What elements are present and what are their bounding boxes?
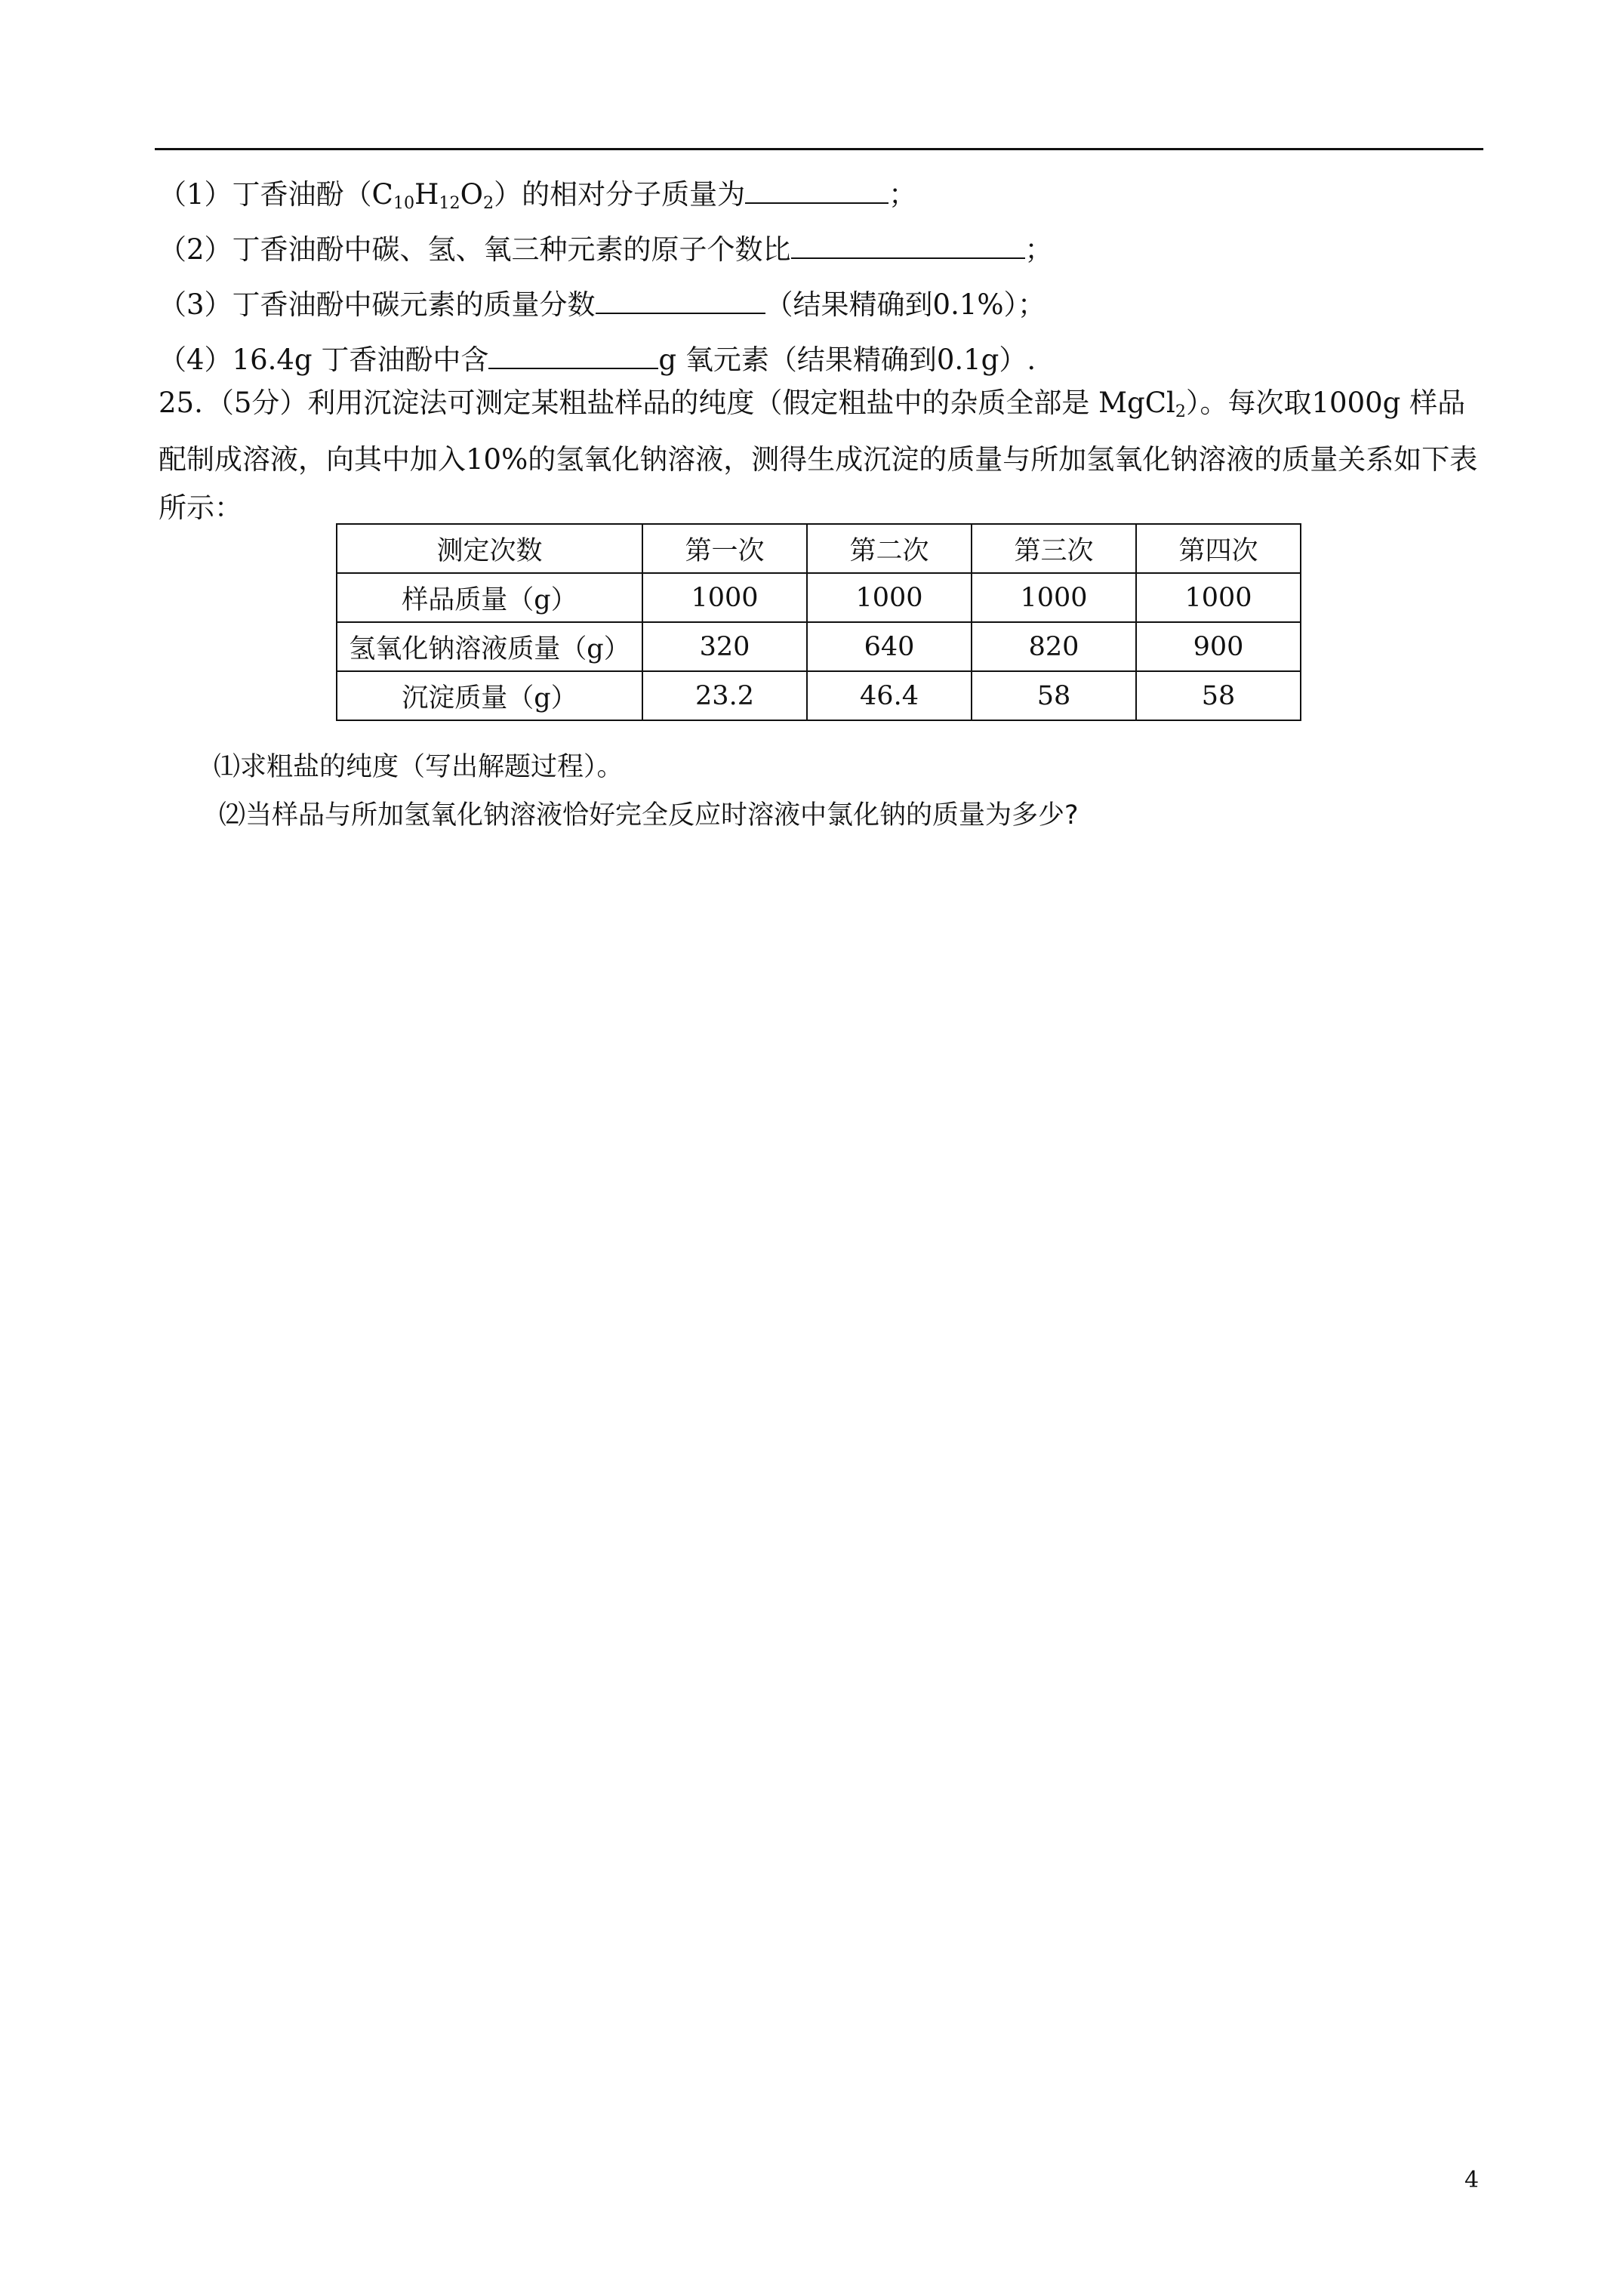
item-3: （3）丁香油酚中碳元素的质量分数 （结果精确到0.1%）； xyxy=(159,288,1046,321)
table-row xyxy=(337,622,1301,671)
table-row xyxy=(337,573,1301,622)
question-25: 25. （5分）利用沉淀法可测定某粗盐样品的纯度（假定粗盐中的杂质全部是 MgCl$_2$）。每次取1000g 样品配制成溶液，向其中加入10%的氢氧化钠溶液，测得生成沉淀的质量与所加氢氧化钠溶液的质量关系如下表所示： xyxy=(159,387,1478,524)
table-cell: 测定次数 xyxy=(337,524,642,573)
table-cell: 沉淀质量（g） xyxy=(337,671,642,720)
data-table xyxy=(336,523,1301,721)
table-cell: 58 xyxy=(972,671,1136,720)
sub-question-1: ⑴求粗盐的纯度（写出解题过程）。 xyxy=(214,752,624,782)
sub-question-2: ⑵当样品与所加氢氧化钠溶液恰好完全反应时溶液中氯化钠的质量为多少? xyxy=(219,800,1079,831)
answer-blank[interactable] xyxy=(791,232,1025,259)
table-cell: 第四次 xyxy=(1136,524,1301,573)
answer-blank[interactable] xyxy=(596,287,765,314)
answer-blank[interactable] xyxy=(745,177,888,204)
table-cell: 氢氧化钠溶液质量（g） xyxy=(337,622,642,671)
table-cell: 820 xyxy=(972,622,1136,671)
table-cell: 第二次 xyxy=(807,524,972,573)
item-4: （4）16.4g 丁香油酚中含 g 氧元素（结果精确到0.1g）. xyxy=(159,344,1036,376)
table-cell: 640 xyxy=(807,622,972,671)
table-cell: 第三次 xyxy=(972,524,1136,573)
table-cell: 58 xyxy=(1136,671,1301,720)
answer-blank[interactable] xyxy=(488,342,658,369)
item-1: （1）丁香油酚$(C_{10}H_{12}O_2)$的相对分子质量为 ； xyxy=(159,178,917,213)
table-cell: 1000 xyxy=(972,573,1136,622)
table-cell: 1000 xyxy=(1136,573,1301,622)
header-rule xyxy=(155,148,1483,150)
table-cell: 46.4 xyxy=(807,671,972,720)
item-2: （2）丁香油酚中碳、氢、氧三种元素的原子个数比 ； xyxy=(159,233,1053,266)
table-cell: 900 xyxy=(1136,622,1301,671)
page-number: 4 xyxy=(1464,2167,1480,2193)
table-cell: 1000 xyxy=(807,573,972,622)
table-cell: 样品质量（g） xyxy=(337,573,642,622)
table-row xyxy=(337,671,1301,720)
table-header-row xyxy=(337,524,1301,573)
table-cell: 1000 xyxy=(642,573,807,622)
table-cell: 320 xyxy=(642,622,807,671)
table-cell: 第一次 xyxy=(642,524,807,573)
table-cell: 23.2 xyxy=(642,671,807,720)
